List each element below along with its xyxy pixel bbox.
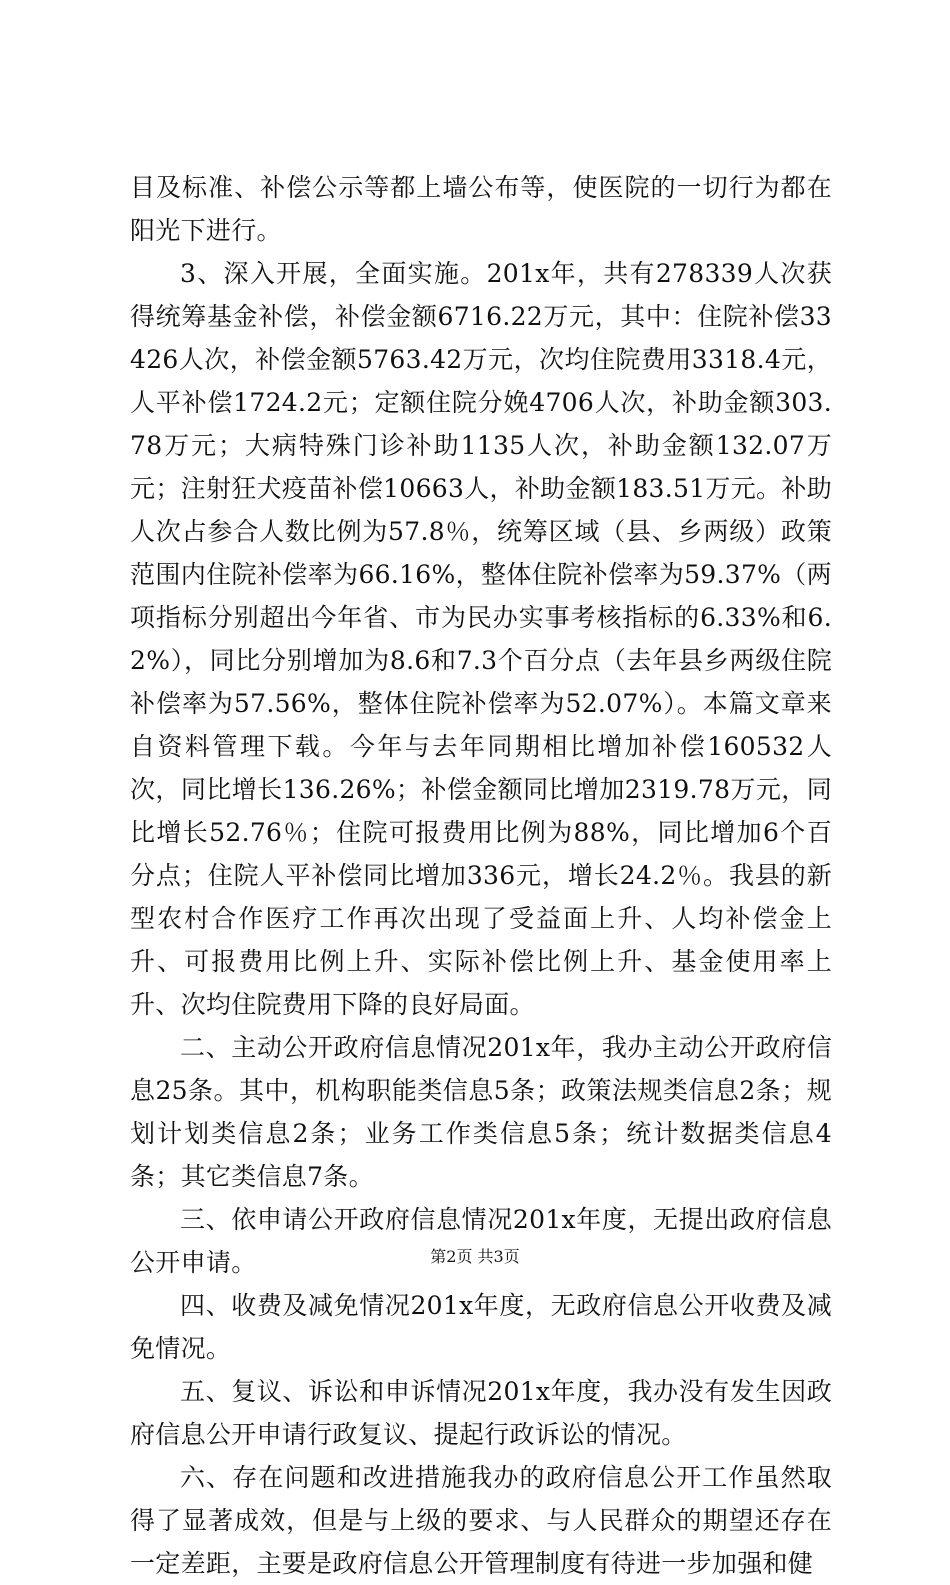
paragraph-request-disclosure: 三、依申请公开政府信息情况201x年度，无提出政府信息公开申请。 (130, 1205, 832, 1277)
paragraph-problems-improvements: 六、存在问题和改进措施我办的政府信息公开工作虽然取得了显著成效，但是与上级的要求、与人民群众的期望还存在一定差距，主要是政府信息公开管理制度有待进一步加强和健 (130, 1463, 832, 1578)
document-body (130, 166, 832, 1585)
page-number-footer: 第2页 共3页 (430, 1247, 520, 1266)
paragraph-implementation-stats: 3、深入开展，全面实施。201x年，共有278339人次获得统筹基金补偿，补偿金额6716.22万元，其中：住院补偿33426人次，补偿金额5763.42万元，次均住院费用3318.4元，人平补偿1724.2元；定额住院分娩4706人次，补助金额303.78万元；大病特殊门诊补助1135人次，补助金额132.07万元；注射狂犬疫苗补偿10663人，补助金额183.51万元。补助人次占参合人数比例为57.8％，统筹区域（县、乡两级）政策范围内住院补偿率为66.16%，整体住院补偿率为59.37%（两项指标分别超出今年省、市为民办实事考核指标的6.33%和6.2%），同比分别增加为8.6和7.3个百分点（去年县乡两级住院补偿率为57.56%，整体住院补偿率为52.07%）。本篇文章来自资料管理下载。今年与去年同期相比增加补偿160532人次，同比增长136.26%；补偿金额同比增加2319.78万元，同比增长52.76％；住院可报费用比例为88%，同比增加6个百分点；住院人平补偿同比增加336元，增长24.2％。我县的新型农村合作医疗工作再次出现了受益面上升、人均补偿金上升、可报费用比例上升、实际补偿比例上升、基金使用率上升、次均住院费用下降的良好局面。 (130, 259, 832, 1019)
paragraph-appeals-litigation: 五、复议、诉讼和申诉情况201x年度，我办没有发生因政府信息公开申请行政复议、提起行政诉讼的情况。 (130, 1377, 832, 1449)
paragraph-active-disclosure: 二、主动公开政府信息情况201x年，我办主动公开政府信息25条。其中，机构职能类信息5条；政策法规类信息2条；规划计划类信息2条；业务工作类信息5条；统计数据类信息4条；其它类信息7条。 (130, 1033, 832, 1191)
paragraph-fees-waivers: 四、收费及减免情况201x年度，无政府信息公开收费及减免情况。 (130, 1291, 832, 1363)
paragraph-continuation: 目及标准、补偿公示等都上墙公布等，使医院的一切行为都在阳光下进行。 (130, 173, 832, 245)
